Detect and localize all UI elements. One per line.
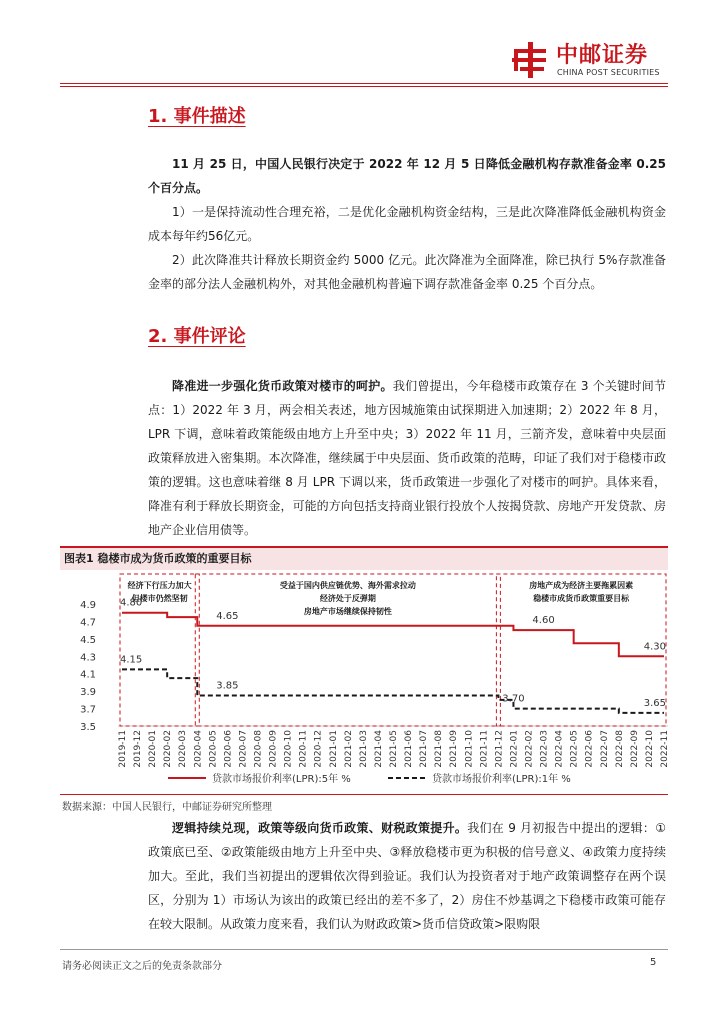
chart-data-labels [120, 598, 666, 709]
x-tick-label: 2021-02 [343, 730, 354, 768]
policy-region-label: 稳楼市成货币政策重要目标 [533, 594, 630, 603]
x-tick-label: 2022-05 [569, 730, 580, 768]
figure-source-note: 数据来源：中国人民银行，中邮证券研究所整理 [62, 802, 272, 813]
x-tick-label: 2022-03 [539, 730, 550, 768]
y-tick-label: 4.1 [80, 669, 96, 681]
x-tick-label: 2021-05 [389, 730, 399, 768]
policy-region-label: 经济处于反弹期 [319, 594, 376, 603]
figure-bottom-divider [60, 794, 668, 795]
lpr-line-chart [60, 570, 668, 792]
x-tick-label: 2022-07 [599, 730, 610, 768]
x-tick-label: 2020-05 [208, 730, 219, 768]
figure-caption: 图表1 稳楼市成为货币政策的重要目标 [64, 552, 252, 565]
y-tick-label: 3.9 [80, 687, 96, 699]
x-tick-label: 2021-11 [479, 730, 490, 768]
y-tick-label: 3.5 [80, 722, 96, 733]
x-tick-label: 2021-06 [404, 730, 415, 768]
paragraph-commentary-2-body: 我们在 9 月初报告中提出的逻辑：①政策底已至、②政策能级由地方上升至中央、③释放稳楼市更为积极的信号意义、④政策力度持续加大。至此，我们当初提出的逻辑依次得到验证。我们认为投资者对于地产政策调整存在两个误区，分别为 1）市场认为该出的政策已经出的差不多了，2）房住不炒基调之下稳楼市政策可能存在较大限制。从政策力度来看，我们认为财政政策>货币信贷政策>限购限 [148, 821, 666, 931]
policy-region-label: 经济下行压力加大 [127, 581, 192, 590]
data-label: 3.65 [643, 697, 666, 709]
x-tick-label: 2022-01 [509, 730, 520, 768]
header-divider-secondary [60, 86, 668, 87]
paragraph-commentary-2 [148, 816, 666, 936]
x-tick-label: 2019-12 [133, 730, 144, 768]
x-tick-label: 2020-01 [148, 730, 159, 768]
footer-divider [60, 949, 668, 950]
x-tick-label: 2021-04 [373, 730, 384, 768]
china-post-logo-icon [508, 40, 552, 80]
data-label: 4.60 [532, 615, 555, 627]
x-tick-label: 2022-11 [660, 730, 670, 768]
data-label: 4.30 [643, 641, 666, 653]
x-tick-label: 2019-11 [118, 730, 128, 768]
x-tick-label: 2020-12 [313, 730, 324, 768]
paragraph-commentary-1-body: 我们曾提出，今年稳楼市政策存在 3 个关键时间节点：1）2022 年 3 月，两会相关表述，地方因城施策由试探期进入加速期；2）2022 年 8 月，LPR 下调，意味着政策能级由地方上升至中央；3）2022 年 11 月，三箭齐发，意味着中央层面政策释放进入密集期。本次降准，继续属于中央层面、货币政策的范畴，印证了我们对于稳楼市政策的逻辑。这也意味着继 8 月 LPR 下调以来，货币政策进一步强化了对楼市的呵护。具体来看，降准有利于释放长期资金，可能的方向包括支持商业银行投放个人按揭贷款、房地产开发贷款、房地产企业信用债等。 [148, 379, 666, 537]
x-tick-label: 2021-07 [419, 730, 430, 768]
x-tick-label: 2022-08 [614, 730, 625, 768]
footer-disclaimer: 请务必阅读正文之后的免责条款部分 [62, 961, 222, 972]
paragraph-point-1: 1）一是保持流动性合理充裕，二是优化金融机构资金结构，三是此次降准降低金融机构资金成本每年约56亿元。 [148, 205, 666, 243]
y-tick-label: 4.7 [80, 617, 96, 629]
x-tick-label: 2020-10 [283, 730, 294, 768]
lpr-1y-line [122, 669, 664, 713]
x-tick-label: 2021-03 [358, 730, 369, 768]
data-label: 3.85 [216, 680, 239, 692]
paragraph-commentary-2-lead: 逻辑持续兑现，政策等级向货币政策、财税政策提升。 [172, 821, 468, 835]
y-tick-label: 4.3 [80, 652, 96, 664]
legend-label: 贷款市场报价利率(LPR):5年 % [212, 774, 351, 785]
section-heading-event-commentary: 2. 事件评论 [148, 326, 246, 347]
y-tick-label: 4.9 [80, 600, 96, 611]
policy-region-label: 受益于国内供应链优势、海外需求拉动 [279, 581, 416, 590]
policy-region-label: 但楼市仍然坚韧 [131, 594, 188, 603]
x-tick-label: 2021-01 [328, 730, 339, 768]
x-tick-label: 2022-10 [644, 730, 655, 768]
policy-region-label: 房地产成为经济主要拖累因素 [529, 581, 634, 590]
legend-label: 贷款市场报价利率(LPR):1年 % [432, 774, 571, 785]
x-tick-label: 2020-08 [253, 730, 264, 768]
y-tick-label: 3.7 [80, 704, 96, 716]
section-heading-event-description: 1. 事件描述 [148, 106, 246, 127]
paragraph-event-summary: 11 月 25 日，中国人民银行决定于 2022 年 12 月 5 日降低金融机构存款准备金率 0.25 个百分点。 [148, 157, 666, 195]
chart-x-axis [118, 730, 670, 768]
x-tick-label: 2021-12 [494, 730, 505, 768]
x-tick-label: 2021-10 [464, 730, 475, 768]
x-tick-label: 2020-11 [298, 730, 309, 768]
x-tick-label: 2021-08 [434, 730, 445, 768]
data-label: 3.70 [502, 693, 525, 705]
policy-region-label: 房地产市场继续保持韧性 [303, 607, 392, 616]
x-tick-label: 2020-04 [193, 730, 204, 768]
x-tick-label: 2020-02 [163, 730, 174, 768]
header-divider [60, 83, 668, 84]
x-tick-label: 2020-07 [238, 730, 249, 768]
paragraph-commentary-1 [148, 374, 666, 542]
brand-name-cn: 中邮证券 [556, 43, 649, 68]
chart-legend [168, 772, 571, 785]
paragraph-point-2: 2）此次降准共计释放长期资金约 5000 亿元。此次降准为全面降准，除已执行 5%存款准备金率的部分法人金融机构外，对其他金融机构普遍下调存款准备金率 0.25 个百分点。 [148, 253, 666, 291]
x-tick-label: 2020-06 [223, 730, 234, 768]
data-label: 4.15 [120, 654, 143, 666]
x-tick-label: 2022-04 [554, 730, 565, 768]
y-tick-label: 4.5 [80, 634, 96, 646]
x-tick-label: 2022-06 [584, 730, 595, 768]
x-tick-label: 2021-09 [449, 730, 460, 768]
paragraph-commentary-1-lead: 降准进一步强化货币政策对楼市的呵护。 [172, 379, 393, 393]
x-tick-label: 2020-09 [268, 730, 279, 768]
x-tick-label: 2022-02 [524, 730, 535, 768]
data-label: 4.65 [216, 610, 239, 622]
x-tick-label: 2020-03 [178, 730, 189, 768]
page-number: 5 [650, 957, 657, 968]
data-label: 4.80 [120, 597, 143, 609]
chart-policy-regions [120, 574, 666, 726]
brand-name-en: CHINA POST SECURITIES [557, 68, 660, 77]
x-tick-label: 2022-09 [629, 730, 640, 768]
